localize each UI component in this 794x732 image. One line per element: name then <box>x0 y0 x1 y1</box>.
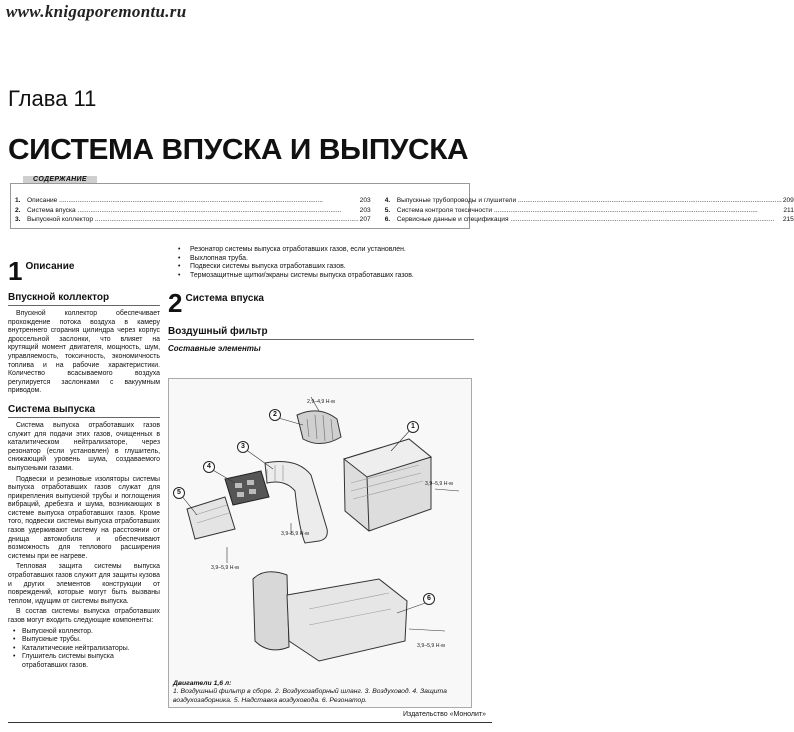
chapter-title: СИСТЕМА ВПУСКА И ВЫПУСКА <box>8 134 469 166</box>
figure-caption <box>173 680 469 705</box>
table-of-contents <box>10 176 794 229</box>
air-filter-housing-drawing <box>344 439 431 531</box>
toc-entry[interactable]: 4. Выпускные трубопроводы и глушители ..... 209 <box>385 196 794 206</box>
caption-engine: Двигатели 1,6 л: <box>173 680 232 688</box>
resonator-drawing <box>253 572 407 661</box>
air-filter-heading: Воздушный фильтр <box>168 326 474 340</box>
exhaust-paragraph: Подвески и резиновые изоляторы системы выпуска отработавших газов служат для прикрепления выпускной трубы и поглощения вибраций, дребезга и шума, возникающих в системе выпуска отработавших газов. Кроме того, подвески системы выпуска отработавших газов удерживают систему на расстоянии от днища автомобиля и обеспечивают возможность для теплового расширения системы при ее нагреве. <box>8 475 160 560</box>
publisher-label: Издательство «Монолит» <box>402 711 486 718</box>
torque-value: 2,9–4,9 Н·м <box>307 399 335 405</box>
callout-4: 4 <box>203 461 215 473</box>
torque-value: 3,9–5,9 Н·м <box>211 565 239 571</box>
section-2-header <box>168 288 474 319</box>
callout-6: 6 <box>423 593 435 605</box>
intake-hose-drawing <box>297 411 341 444</box>
section-number: 1 <box>8 256 23 286</box>
intake-manifold-text: Впускной коллектор обеспечивает прохождение потока воздуха в камеру внутреннего сгорания цилиндра через корпус дроссельной заслонки, что влияет на крутящий момент двигателя, мощность, шум, управляемость, токсичность, экономичность топлива и на рабочие характеристики. Количество всасываемого воздуха регулируется заслонками с вакуумным приводом. <box>8 310 160 395</box>
contents-heading: СОДЕРЖАНИЕ <box>23 176 97 183</box>
list-item: • Глушитель системы выпуска отработавших газов. <box>22 653 160 670</box>
exhaust-paragraph: Тепловая защита системы выпуска отработавших газов служит для защиты кузова и других элементов конструкции от повреждений, которые могут быть вызваны теплом, идущим от системы выпуска. <box>8 563 160 605</box>
toc-entry[interactable]: 6. Сервисные данные и спецификация ..... 215 <box>385 215 794 225</box>
chapter-label: Глава 11 <box>8 86 97 111</box>
list-item: • Резонатор системы выпуска отработавших газов, если установлен. <box>190 246 474 255</box>
list-item: • Выхлопная труба. <box>190 255 474 264</box>
intake-manifold-heading: Впускной коллектор <box>8 292 160 306</box>
list-item: • Каталитические нейтрализаторы. <box>22 645 160 654</box>
callout-1: 1 <box>407 421 419 433</box>
exhaust-system-heading: Система выпуска <box>8 404 160 418</box>
exhaust-components-list <box>8 628 160 671</box>
section-title: Система впуска <box>185 293 264 305</box>
intake-guard-drawing <box>225 471 269 505</box>
torque-value: 3,9–5,9 Н·м <box>281 531 309 537</box>
toc-left-column <box>15 196 371 225</box>
footer-divider <box>8 722 492 723</box>
components-heading: Составные элементы <box>168 344 261 354</box>
callout-5: 5 <box>173 487 185 499</box>
callout-3: 3 <box>237 441 249 453</box>
section-number: 2 <box>168 288 183 319</box>
toc-entry[interactable]: 1. Описание ..... 203 <box>15 196 371 206</box>
exhaust-paragraph: В состав системы выпуска отработавших газов могут входить следующие компоненты: <box>8 608 160 624</box>
intake-parts-illustration <box>169 379 473 669</box>
intake-system-diagram <box>168 378 472 708</box>
section-1-header <box>8 258 160 284</box>
list-item: • Термозащитные щитки/экраны системы выпуска отработавших газов. <box>190 272 474 281</box>
exhaust-paragraph: Система выпуска отработавших газов служит для подачи этих газов, очищенных в каталитическом нейтрализаторе, через резонатор (если установлен) в глушитель, снижающий уровень шума, создаваемого выпускными газами. <box>8 421 160 472</box>
site-watermark: www.knigaporemontu.ru <box>6 2 187 21</box>
section-title: Описание <box>25 261 75 272</box>
caption-text: 1. Воздушный фильтр в сборе. 2. Воздухозаборный шланг. 3. Воздуховод. 4. Защита воздухозаборника. 5. Надставка воздуховода. 6. Резонатор. <box>173 688 447 704</box>
torque-value: 3,9–5,9 Н·м <box>417 643 445 649</box>
left-column <box>8 258 160 671</box>
toc-entry[interactable]: 3. Выпускной коллектор ..... 207 <box>15 215 371 225</box>
toc-entry[interactable]: 5. Система контроля токсичности ..... 211 <box>385 206 794 216</box>
torque-value: 3,9–5,9 Н·м <box>425 481 453 487</box>
duct-extension-drawing <box>187 497 235 539</box>
list-item: • Выпускной коллектор. <box>22 628 160 637</box>
toc-right-column <box>385 196 794 225</box>
exhaust-components-continued <box>168 246 474 280</box>
list-item: • Выпускные трубы. <box>22 636 160 645</box>
list-item: • Подвески системы выпуска отработавших газов. <box>190 263 474 272</box>
right-column <box>168 246 474 353</box>
toc-entry[interactable]: 2. Система впуска ..... 203 <box>15 206 371 216</box>
callout-2: 2 <box>269 409 281 421</box>
